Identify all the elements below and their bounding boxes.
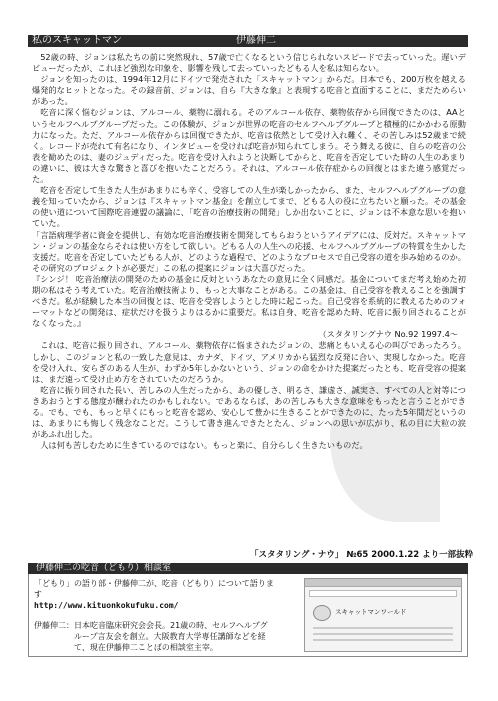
source-citation: 「スタタリング・ナウ」 №65 2000.1.22 より一部抜粋 <box>250 550 474 560</box>
paragraph: 吃音に振り回された長い、苦しみの人生だったから、あの優しさ、明るさ、謙虚さ、誠実さ、すべての人と対等につきあおうとする態度が醸われたのかもしれない。であるならば、あの苦しみも大きな意味をもったと言うことができる。でも、でも、もっと早くにもっと吃音を認め、安心して豊かに生きることができたのに、たった5年間だというのは、あまりにも悔しく残念なことだ。こうして書き進んできたとたん、ジョンへの思いが広がり、私の目に大粒の涙があふれ出した。 <box>32 384 466 440</box>
article-title: 私のスキャットマン <box>32 35 122 46</box>
paragraph: 吃音を否定して生きた人生があまりにも辛く、受容しての人生が楽しかったから、また、セルフヘルプグループの意義を知っていたから、ジョンは『スキャットマン基金』を創立してまで、どもる人の役に立ちたいと願った。その基金の使い道について国際吃音連盟の議論に、「吃音の治療技術の開発」しか出ないことに、ジョンは不本意な思いを抱いていた。 <box>32 185 466 229</box>
site-logo-icon <box>313 605 331 621</box>
profile-text: 日本吃音臨床研究会会長。21歳の時、セルフヘルプグループ言友会を創立。大阪教育大学専任講師などを経て、現在伊藤伸二ことばの相談室主宰。 <box>74 621 268 652</box>
paragraph: これは、吃音に振り回され、アルコール、薬物依存に悩まされたジョンの、悲痛ともいえる心の叫びであったろう。しかし、このジョンと私の一致した意見は、カナダ、ドイツ、アメリカから猛烈な反発に合い、実現しなかった。吃音を受け入れ、安らぎのある人生が、わずか5年しかないという、ジョンの命をかけた提案だったとも、吃音受容の提案は、まだ遠って受け止め方をされていたのだろうか。 <box>32 340 466 384</box>
paragraph: 52歳の時、ジョンは私たちの前に突然現れ、57歳で亡くなるという信じられないスピードで去っていった。遅いデビューだったが、これほど強烈な印象を、影響を残して去っていったどもる人を私は知らない。 <box>32 52 466 74</box>
profile <box>34 620 274 653</box>
website-screenshot <box>304 578 462 652</box>
consult-intro: 「どもり」の語り部・伊藤伸二が、吃音（どもり）について語ります <box>34 579 274 599</box>
site-title: スキャットマンワールド <box>335 608 407 616</box>
quote-source: （スタタリングナウ No.92 1997.4〜 <box>318 329 458 340</box>
quote-paragraph: 「言語病理学者に資金を提供し、有効な吃音治療技術を開発してもらおうというアイデアには、反対だ。スキャットマン・ジョンの基金ならそれは使い方をして欲しい。どもる人の人生への応援、セルフヘルプグループの特質を生かした支援だ。吃音を否定していたどもる人が、どのような過程で、どのようなプロセスで自己受容の道を歩み始めるのか。その研究のプロジェクトが必要だ」この私の提案にジョンは大喜びだった。 <box>32 229 466 273</box>
browser-address-bar <box>309 590 457 597</box>
website-link[interactable]: http://www.kituonkokufuku.com/ <box>34 601 179 610</box>
profile-label: 伊藤伸二： <box>34 621 74 630</box>
article-body <box>32 52 466 451</box>
article-header <box>28 35 468 47</box>
paragraph: 人は何も苦しむために生きているのではない。もっと楽に、自分らしく生きたいものだ。 <box>40 440 368 451</box>
quote-paragraph: 『シンジ！ 吃音治療法の開発のための基金に反対というあなたの意見に全く同感だ。基金についてまだ考え始めた初期の私はそう考えていた。吃音治療技術より、もっと大事なことがある。この基金は、自己受容を教えることを強調すべきだ。私が経験した本当の回復とは、吃音を受容しようとした時に起こった。自己受容を系統的に教えるためのフォーマットなどの開発は、症状だけを扱うよりはるかに重要だ。私は自身、吃音を認めた時、吃音に振り回されることがなくなった。』 <box>32 273 466 329</box>
consult-header <box>28 563 468 574</box>
consult-text <box>34 578 274 653</box>
article-author: 伊藤伸二 <box>236 35 276 46</box>
browser-titlebar <box>305 579 461 587</box>
paragraph: ジョンを知ったのは、1994年12月にドイツで発売された「スキャットマン」からだ。日本でも、200万枚を越える爆発的なヒットとなった。その録音前、ジョンは、自ら『大きな象』と表現する吃音と直面することに、まだためらいがあった。 <box>32 74 466 107</box>
consult-title: 伊藤伸二の吃音（どもり）相談室 <box>36 563 172 573</box>
site-content-placeholder <box>313 627 453 645</box>
paragraph: 吃音に深く悩むジョンは、アルコール、薬物に溺れる。そのアルコール依存、薬物依存から回復できたのは、AAというセルフヘルプグループだった。この体験が、ジョンが世界の吃音のセルフヘルプグループと積極的にかかわる原動力になった。ただ、アルコール依存からは回復できたが、吃音は依然として受け入れ難く、その苦しみは52歳まで続く。レコードが売れて有名になり、インタビューを受ければ吃音が知られてしまう。そう舞える彼に、自らの吃音の公表を勧めたのは、妻のジュディだった。吃音を受け入れようと決断してからと、吃音を否定していた時の人生のあまりの違いに、彼は大きな驚きと喜びを抱いたことだろう。それは、アルコール依存症からの回復とはまた違う感覚だった。 <box>32 107 466 185</box>
